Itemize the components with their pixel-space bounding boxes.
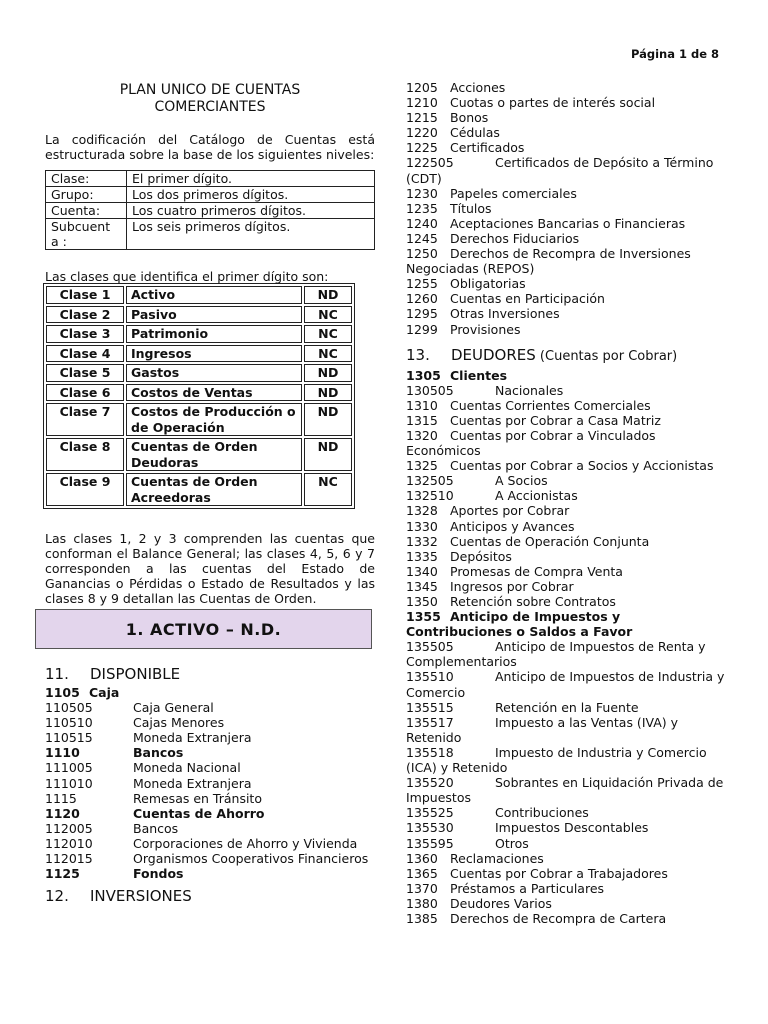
account-row [406, 291, 728, 306]
account-name: Anticipos y Avances [450, 518, 575, 534]
account-row [406, 428, 728, 458]
account-row [406, 125, 728, 140]
account-code: 1335 [406, 548, 438, 564]
account-row [406, 110, 728, 125]
level-description: El primer dígito. [127, 171, 375, 187]
level-description: Los dos primeros dígitos. [127, 187, 375, 203]
clase-label: Clase 3 [46, 325, 124, 343]
account-row [406, 836, 728, 851]
account-name: Nacionales [495, 382, 564, 398]
clase-name: Cuentas de Orden Deudoras [126, 438, 302, 471]
account-row [406, 805, 728, 820]
level-description: Los cuatro primeros dígitos. [127, 203, 375, 219]
clase-nature: ND [304, 286, 352, 304]
account-row [406, 594, 728, 609]
account-row [406, 775, 728, 805]
account-row [406, 473, 728, 488]
account-code: 1105 [45, 685, 80, 700]
level-description: Los seis primeros dígitos. [127, 219, 375, 250]
account-name: Caja General [133, 700, 214, 716]
account-name: Otros [495, 835, 529, 851]
account-row [406, 306, 728, 321]
account-code: 1310 [406, 397, 438, 413]
clases-table [43, 283, 355, 509]
account-name: Cuentas por Cobrar a Trabajadores [450, 865, 668, 881]
account-code: 1370 [406, 880, 438, 896]
account-code: 1340 [406, 563, 438, 579]
account-row [406, 383, 728, 398]
account-code: 135595 [406, 835, 454, 851]
account-code: 1240 [406, 215, 438, 231]
account-name: Depósitos [450, 548, 512, 564]
account-name: Bancos [133, 820, 179, 836]
account-name: Caja [89, 685, 120, 700]
left-account-list [45, 665, 375, 907]
account-code: 1350 [406, 594, 438, 609]
level-row [46, 187, 375, 203]
clase-row [46, 403, 352, 436]
account-code: 135518 [406, 744, 454, 760]
account-row [406, 820, 728, 835]
account-row [45, 745, 375, 760]
clase-name: Ingresos [126, 345, 302, 363]
account-row [406, 609, 728, 639]
account-row [45, 685, 375, 700]
account-name: A Socios [495, 473, 548, 489]
account-row [406, 80, 728, 95]
activo-heading: 1. ACTIVO – N.D. [35, 609, 372, 649]
account-name: Moneda Nacional [133, 760, 241, 776]
account-code: 1235 [406, 200, 438, 216]
intro-paragraph: La codificación del Catálogo de Cuentas está estructurada sobre la base de los siguientes niveles: [45, 132, 375, 162]
account-name: Cuentas de Ahorro [133, 805, 265, 821]
account-code: 1110 [45, 745, 80, 761]
clase-nature: ND [304, 384, 352, 402]
account-row [406, 155, 728, 185]
account-code: 1365 [406, 865, 438, 881]
account-code: 1355 [406, 609, 441, 625]
clase-row [46, 325, 352, 343]
clase-name: Cuentas de Orden Acreedoras [126, 473, 302, 506]
level-row [46, 171, 375, 187]
levels-table [45, 170, 375, 250]
section-subtitle: (Cuentas por Cobrar) [535, 348, 678, 364]
account-name: A Accionistas [495, 488, 578, 504]
account-name: Impuestos Descontables [495, 820, 649, 836]
clase-row [46, 438, 352, 471]
page-number: Página 1 de 8 [631, 47, 720, 61]
account-code: 135515 [406, 699, 454, 715]
account-code: 122505 [406, 155, 454, 171]
account-name: Cuentas de Operación Conjunta [450, 533, 650, 549]
summary-paragraph: Las clases 1, 2 y 3 comprenden las cuentas que conforman el Balance General; las clases 4, 5, 6 y 7 corresponden a las cuentas del Estado de Ganancias o Pérdidas o Estado de Resultados y las clases 8 y 9 detallan las Cuentas de Orden. [45, 531, 375, 606]
account-row [406, 322, 728, 337]
account-code: 1250 [406, 246, 438, 262]
level-name: Clase: [46, 171, 127, 187]
account-name: Anticipo de Impuestos de Renta y Complementarios [406, 639, 706, 670]
account-row [406, 534, 728, 549]
account-row [406, 549, 728, 564]
clase-nature: NC [304, 325, 352, 343]
account-row [406, 95, 728, 110]
account-code: 1345 [406, 578, 438, 594]
account-code: 135525 [406, 805, 454, 821]
level-name: Cuenta: [46, 203, 127, 219]
clase-name: Gastos [126, 364, 302, 382]
account-code: 112015 [45, 851, 93, 867]
account-name: Bonos [450, 110, 489, 126]
section-heading [45, 887, 375, 905]
account-code: 1385 [406, 910, 438, 926]
account-row [406, 639, 728, 669]
account-row [45, 836, 375, 851]
account-name: Derechos Fiduciarios [450, 230, 580, 246]
account-code: 1125 [45, 866, 80, 882]
account-name: Sobrantes en Liquidación Privada de Impuestos [406, 775, 724, 806]
account-row [406, 519, 728, 534]
account-code: 1380 [406, 895, 438, 911]
section-title: INVERSIONES [90, 887, 192, 906]
clase-row [46, 345, 352, 363]
account-row [406, 579, 728, 594]
account-name: Anticipo de Impuestos y Contribuciones o Saldos a Favor [406, 609, 633, 640]
clase-name: Costos de Producción o de Operación [126, 403, 302, 436]
account-code: 1245 [406, 230, 438, 246]
clase-label: Clase 1 [46, 286, 124, 304]
level-row [46, 203, 375, 219]
account-row [406, 276, 728, 291]
account-row [45, 851, 375, 866]
account-row [406, 201, 728, 216]
account-code: 1255 [406, 276, 438, 292]
account-name: Papeles comerciales [450, 185, 577, 201]
account-row [406, 851, 728, 866]
account-name: Derechos de Recompra de Cartera [450, 910, 667, 926]
account-code: 1120 [45, 805, 80, 821]
right-account-list [406, 80, 728, 926]
account-row [406, 246, 728, 276]
account-code: 135520 [406, 775, 454, 791]
section-number: 13. [406, 345, 430, 364]
account-row [406, 458, 728, 473]
clase-nature: ND [304, 438, 352, 471]
account-row [45, 730, 375, 745]
account-name: Cédulas [450, 125, 500, 141]
account-code: 1320 [406, 427, 438, 443]
account-name: Cuentas por Cobrar a Casa Matriz [450, 412, 661, 428]
account-row [45, 700, 375, 715]
account-code: 1332 [406, 533, 438, 549]
account-row [406, 488, 728, 503]
clase-row [46, 473, 352, 506]
clase-label: Clase 4 [46, 345, 124, 363]
account-row [406, 413, 728, 428]
clase-label: Clase 9 [46, 473, 124, 506]
account-code: 1225 [406, 140, 438, 156]
account-code: 132505 [406, 473, 454, 489]
account-name: Reclamaciones [450, 850, 544, 866]
account-code: 110505 [45, 700, 93, 716]
account-code: 1220 [406, 125, 438, 141]
account-row [406, 503, 728, 518]
account-row [406, 896, 728, 911]
account-row [45, 821, 375, 836]
account-code: 112005 [45, 820, 93, 836]
account-name: Cuotas o partes de interés social [450, 95, 656, 111]
account-name: Moneda Extranjera [133, 775, 252, 791]
clase-label: Clase 8 [46, 438, 124, 471]
account-name: Fondos [133, 866, 184, 882]
account-row [45, 866, 375, 881]
account-name: Promesas de Compra Venta [450, 563, 623, 579]
section-title: DISPONIBLE [90, 665, 181, 683]
account-code: 135505 [406, 639, 454, 655]
clase-label: Clase 5 [46, 364, 124, 382]
account-name: Retención en la Fuente [495, 699, 639, 715]
account-name: Impuesto de Industria y Comercio (ICA) y Retenido [406, 744, 707, 776]
account-name: Remesas en Tránsito [133, 790, 262, 806]
section-number: 11. [45, 665, 69, 683]
section-heading [406, 346, 728, 366]
title-line-1: PLAN UNICO DE CUENTAS [119, 82, 301, 98]
account-row [406, 745, 728, 775]
clase-label: Clase 2 [46, 306, 124, 324]
account-code: 1305 [406, 367, 441, 383]
account-name: Retención sobre Contratos [450, 594, 616, 609]
account-code: 1210 [406, 95, 438, 111]
clase-row [46, 286, 352, 304]
account-code: 1328 [406, 503, 438, 519]
account-name: Títulos [450, 200, 492, 216]
account-name: Préstamos a Particulares [450, 880, 605, 896]
account-name: Cuentas por Cobrar a Vinculados Económicos [406, 427, 656, 459]
account-name: Cuentas por Cobrar a Socios y Accionistas [450, 458, 714, 474]
account-code: 1330 [406, 518, 438, 534]
account-name: Derechos de Recompra de Inversiones Negociadas (REPOS) [406, 246, 691, 277]
account-code: 1360 [406, 850, 438, 866]
account-code: 135510 [406, 669, 454, 685]
account-code: 110510 [45, 715, 93, 731]
account-name: Obligatorias [450, 276, 526, 292]
clase-row [46, 384, 352, 402]
level-name: Grupo: [46, 187, 127, 203]
clase-row [46, 306, 352, 324]
account-code: 1315 [406, 412, 438, 428]
account-code: 1325 [406, 458, 438, 474]
account-code: 130505 [406, 382, 454, 398]
account-name: Certificados [450, 140, 525, 156]
account-name: Aportes por Cobrar [450, 503, 570, 519]
account-name: Ingresos por Cobrar [450, 578, 574, 594]
account-code: 112010 [45, 835, 93, 851]
account-row [406, 140, 728, 155]
clase-nature: NC [304, 306, 352, 324]
account-row [406, 715, 728, 745]
section-heading [45, 665, 375, 683]
account-row [406, 398, 728, 413]
account-name: Certificados de Depósito a Término (CDT) [406, 155, 714, 186]
clase-nature: NC [304, 473, 352, 506]
account-row [406, 669, 728, 699]
clase-label: Clase 7 [46, 403, 124, 436]
account-row [406, 186, 728, 201]
section-title: DEUDORES [451, 345, 536, 364]
account-name: Organismos Cooperativos Financieros [133, 851, 369, 867]
clase-name: Pasivo [126, 306, 302, 324]
account-name: Cuentas en Participación [450, 291, 605, 307]
page-title [45, 82, 375, 116]
level-row [46, 219, 375, 250]
clase-nature: ND [304, 403, 352, 436]
account-row [406, 866, 728, 881]
account-code: 1260 [406, 291, 438, 307]
account-code: 1205 [406, 80, 438, 95]
account-row [45, 776, 375, 791]
account-name: Bancos [133, 745, 184, 761]
level-name: Subcuent a : [46, 219, 127, 250]
section-number: 12. [45, 887, 69, 906]
account-code: 1215 [406, 110, 438, 126]
account-row [406, 881, 728, 896]
account-name: Aceptaciones Bancarias o Financieras [450, 215, 686, 231]
account-name: Otras Inversiones [450, 306, 560, 322]
account-name: Acciones [450, 80, 506, 95]
account-code: 111010 [45, 775, 93, 791]
account-code: 111005 [45, 760, 93, 776]
account-name: Impuesto a las Ventas (IVA) y Retenido [406, 714, 679, 745]
account-code: 135530 [406, 820, 454, 836]
account-name: Clientes [450, 367, 508, 383]
account-code: 135517 [406, 714, 454, 730]
account-row [406, 911, 728, 926]
clase-nature: NC [304, 345, 352, 363]
account-row [406, 368, 728, 383]
clase-name: Activo [126, 286, 302, 304]
account-row [406, 564, 728, 579]
account-name: Cuentas Corrientes Comerciales [450, 397, 651, 413]
account-code: 1299 [406, 321, 438, 337]
account-name: Cajas Menores [133, 715, 225, 731]
account-code: 132510 [406, 488, 454, 504]
account-code: 1115 [45, 790, 77, 806]
account-row [406, 216, 728, 231]
clase-name: Patrimonio [126, 325, 302, 343]
account-row [45, 760, 375, 775]
account-name: Provisiones [450, 321, 521, 337]
clases-intro: Las clases que identifica el primer dígito son: [45, 269, 329, 284]
account-code: 1295 [406, 306, 438, 322]
account-name: Contribuciones [495, 805, 589, 821]
account-row [45, 791, 375, 806]
account-name: Moneda Extranjera [133, 730, 252, 746]
account-name: Corporaciones de Ahorro y Vivienda [133, 835, 358, 851]
account-code: 110515 [45, 730, 93, 746]
account-name: Deudores Varios [450, 895, 552, 911]
account-code: 1230 [406, 185, 438, 201]
account-row [45, 806, 375, 821]
clase-nature: ND [304, 364, 352, 382]
account-row [406, 231, 728, 246]
account-name: Anticipo de Impuestos de Industria y Comercio [406, 669, 725, 700]
account-row [406, 700, 728, 715]
left-column [45, 80, 375, 606]
clase-label: Clase 6 [46, 384, 124, 402]
title-line-2: COMERCIANTES [154, 99, 266, 115]
clase-name: Costos de Ventas [126, 384, 302, 402]
clase-row [46, 364, 352, 382]
account-row [45, 715, 375, 730]
